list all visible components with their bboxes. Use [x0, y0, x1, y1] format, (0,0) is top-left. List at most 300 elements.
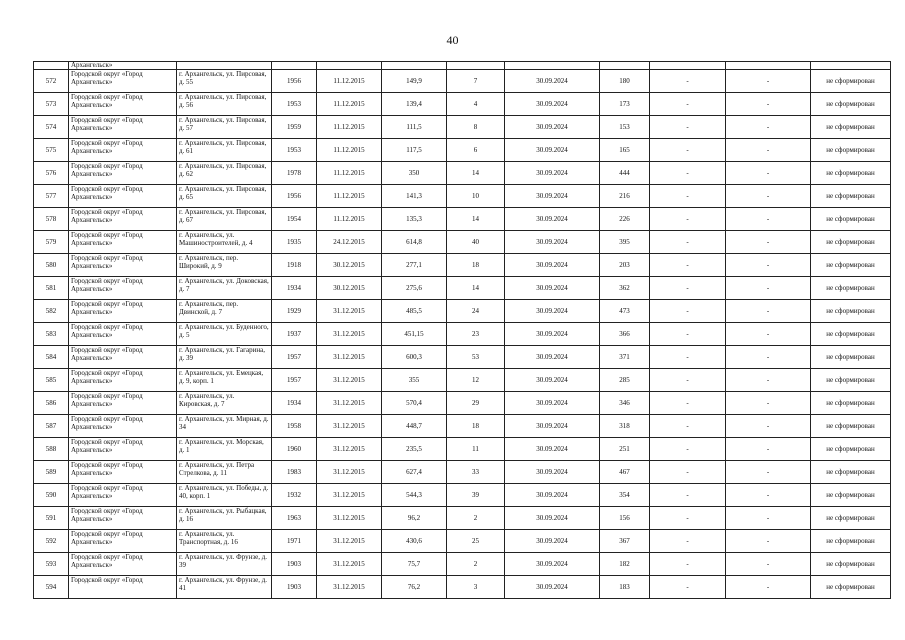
cell-address: г. Архангельск, ул. Фрунзе, д. 39	[177, 553, 272, 576]
cell-cost: 173	[600, 93, 650, 116]
cell-build-year: 1903	[272, 576, 317, 599]
cell-status: не сформирован	[811, 438, 891, 461]
cell-deadline: 30.09.2024	[505, 323, 600, 346]
cell-col-11: -	[726, 93, 811, 116]
cell-row-number: 573	[34, 93, 69, 116]
cell-row-number: 592	[34, 530, 69, 553]
cell-cost: 367	[600, 530, 650, 553]
cell-row-number: 574	[34, 116, 69, 139]
cell-municipality: Городской округ «Город Архангельск»	[69, 346, 177, 369]
table-row	[34, 438, 891, 461]
page-number: 40	[446, 33, 459, 47]
cell-address: г. Архангельск, ул. Буденного, д. 5	[177, 323, 272, 346]
cell-build-year: 1983	[272, 461, 317, 484]
cell-build-year: 1956	[272, 185, 317, 208]
cell-municipality: Городской округ «Город Архангельск»	[69, 162, 177, 185]
cell-col-11: -	[726, 438, 811, 461]
cell-recognition-date: 31.12.2015	[317, 415, 382, 438]
cell-col-11: -	[726, 484, 811, 507]
table-row-continued	[34, 62, 891, 70]
cell-address: г. Архангельск, пер. Двинской, д. 7	[177, 300, 272, 323]
cell-row-number: 582	[34, 300, 69, 323]
cell-deadline: 30.09.2024	[505, 300, 600, 323]
cell-col-11: -	[726, 208, 811, 231]
cell-col-10: -	[650, 369, 726, 392]
cell-row-number: 580	[34, 254, 69, 277]
cell-cost: 371	[600, 346, 650, 369]
cell-area: 570,4	[382, 392, 447, 415]
table-row	[34, 553, 891, 576]
cell-col-11: -	[726, 346, 811, 369]
cell-recognition-date: 31.12.2015	[317, 461, 382, 484]
cell-address: г. Архангельск, ул. Пирсовая, д. 67	[177, 208, 272, 231]
cell-build-year: 1929	[272, 300, 317, 323]
cell-municipality: Городской округ «Город Архангельск»	[69, 530, 177, 553]
cell-recognition-date: 30.12.2015	[317, 254, 382, 277]
cell-residents: 25	[447, 530, 505, 553]
cell-address: г. Архангельск, ул. Морская, д. 1	[177, 438, 272, 461]
cell-build-year: 1954	[272, 208, 317, 231]
cell-deadline: 30.09.2024	[505, 162, 600, 185]
cell-col-11: -	[726, 392, 811, 415]
table-row	[34, 323, 891, 346]
cell-col-10: -	[650, 530, 726, 553]
cell-residents: 29	[447, 392, 505, 415]
cell-col-10: -	[650, 277, 726, 300]
cell-status: не сформирован	[811, 162, 891, 185]
table-row	[34, 300, 891, 323]
cell-row-number: 583	[34, 323, 69, 346]
cell-build-year: 1956	[272, 70, 317, 93]
cell-deadline: 30.09.2024	[505, 553, 600, 576]
cell-address: г. Архангельск, ул. Емецкая, д. 9, корп. 1	[177, 369, 272, 392]
cell-deadline: 30.09.2024	[505, 185, 600, 208]
cell-build-year: 1953	[272, 139, 317, 162]
cell-recognition-date: 31.12.2015	[317, 438, 382, 461]
cell-cost: 473	[600, 300, 650, 323]
cell-residents: 7	[447, 70, 505, 93]
cell-municipality: Городской округ «Город Архангельск»	[69, 254, 177, 277]
cell-recognition-date: 11.12.2015	[317, 208, 382, 231]
cell-status: не сформирован	[811, 346, 891, 369]
table-row	[34, 116, 891, 139]
cell-municipality: Городской округ «Город Архангельск»	[69, 300, 177, 323]
cell-row-number: 575	[34, 139, 69, 162]
cell-recognition-date: 11.12.2015	[317, 93, 382, 116]
cell-cost: 395	[600, 231, 650, 254]
cell-municipality: Городской округ «Город Архангельск»	[69, 116, 177, 139]
cell-deadline: 30.09.2024	[505, 139, 600, 162]
cell-col-11: -	[726, 300, 811, 323]
cell-col-10: -	[650, 162, 726, 185]
cell-build-year: 1978	[272, 162, 317, 185]
cell-status: не сформирован	[811, 392, 891, 415]
table-row	[34, 93, 891, 116]
cell-col-10: -	[650, 116, 726, 139]
housing-register-table	[33, 61, 891, 599]
cell-col-10: -	[650, 93, 726, 116]
cell-cost: 165	[600, 139, 650, 162]
cell-col-10: -	[650, 139, 726, 162]
cell-residents: 40	[447, 231, 505, 254]
cell-deadline: 30.09.2024	[505, 254, 600, 277]
cell-cost: 203	[600, 254, 650, 277]
cell-municipality: Городской округ «Город Архангельск»	[69, 139, 177, 162]
cell-deadline: 30.09.2024	[505, 208, 600, 231]
cell-build-year: 1959	[272, 116, 317, 139]
cell-col-11: -	[726, 530, 811, 553]
cell-cost: 285	[600, 369, 650, 392]
cell-address: г. Архангельск, ул. Доковская, д. 7	[177, 277, 272, 300]
cell-build-year: 1971	[272, 530, 317, 553]
cell-residents: 39	[447, 484, 505, 507]
cell-address: г. Архангельск, ул. Рыбацкая, д. 16	[177, 507, 272, 530]
table-row	[34, 392, 891, 415]
cell-deadline: 30.09.2024	[505, 346, 600, 369]
cell-row-number: 579	[34, 231, 69, 254]
table-row	[34, 231, 891, 254]
cell-municipality: Городской округ «Город Архангельск»	[69, 461, 177, 484]
cell-residents: 23	[447, 323, 505, 346]
cell-municipality: Городской округ «Город Архангельск»	[69, 231, 177, 254]
cell-col-10: -	[650, 576, 726, 599]
cell-municipality: Городской округ «Город Архангельск»	[69, 185, 177, 208]
cell-status: не сформирован	[811, 254, 891, 277]
cell-residents: 11	[447, 438, 505, 461]
cell-residents: 14	[447, 277, 505, 300]
cell-status: не сформирован	[811, 484, 891, 507]
cell-deadline: 30.09.2024	[505, 116, 600, 139]
cell-build-year: 1937	[272, 323, 317, 346]
cell-deadline: 30.09.2024	[505, 484, 600, 507]
cell-cost: 362	[600, 277, 650, 300]
cell-deadline: 30.09.2024	[505, 415, 600, 438]
cell-address: г. Архангельск, ул. Пирсовая, д. 65	[177, 185, 272, 208]
cell-col-10: -	[650, 70, 726, 93]
cell-municipality: Городской округ «Город Архангельск»	[69, 208, 177, 231]
table-row	[34, 139, 891, 162]
cell-address: г. Архангельск, ул. Пирсовая, д. 57	[177, 116, 272, 139]
cell-recognition-date: 31.12.2015	[317, 530, 382, 553]
cell-status: не сформирован	[811, 300, 891, 323]
continued-cell: Архангельск»	[69, 62, 177, 70]
cell-residents: 8	[447, 116, 505, 139]
cell-col-10: -	[650, 208, 726, 231]
cell-address: г. Архангельск, пер. Широкий, д. 9	[177, 254, 272, 277]
cell-recognition-date: 31.12.2015	[317, 323, 382, 346]
cell-status: не сформирован	[811, 461, 891, 484]
cell-row-number: 588	[34, 438, 69, 461]
cell-residents: 12	[447, 369, 505, 392]
cell-residents: 2	[447, 553, 505, 576]
cell-status: не сформирован	[811, 415, 891, 438]
cell-status: не сформирован	[811, 507, 891, 530]
cell-municipality: Городской округ «Город Архангельск»	[69, 277, 177, 300]
cell-status: не сформирован	[811, 553, 891, 576]
cell-row-number: 576	[34, 162, 69, 185]
cell-row-number: 593	[34, 553, 69, 576]
cell-area: 277,1	[382, 254, 447, 277]
cell-recognition-date: 11.12.2015	[317, 70, 382, 93]
cell-deadline: 30.09.2024	[505, 530, 600, 553]
cell-col-11: -	[726, 162, 811, 185]
cell-col-11: -	[726, 323, 811, 346]
cell-municipality: Городской округ «Город Архангельск»	[69, 369, 177, 392]
table-row	[34, 185, 891, 208]
cell-municipality: Городской округ «Город Архангельск»	[69, 392, 177, 415]
cell-recognition-date: 31.12.2015	[317, 507, 382, 530]
cell-row-number: 594	[34, 576, 69, 599]
cell-recognition-date: 31.12.2015	[317, 576, 382, 599]
cell-recognition-date: 31.12.2015	[317, 392, 382, 415]
cell-address: г. Архангельск, ул. Пирсовая, д. 61	[177, 139, 272, 162]
cell-build-year: 1932	[272, 484, 317, 507]
cell-col-10: -	[650, 346, 726, 369]
cell-col-11: -	[726, 70, 811, 93]
cell-area: 76,2	[382, 576, 447, 599]
table-row	[34, 369, 891, 392]
cell-residents: 18	[447, 254, 505, 277]
cell-col-11: -	[726, 576, 811, 599]
cell-recognition-date: 31.12.2015	[317, 300, 382, 323]
table-row	[34, 415, 891, 438]
table-body	[34, 62, 891, 599]
cell-build-year: 1963	[272, 507, 317, 530]
cell-row-number: 590	[34, 484, 69, 507]
cell-cost: 182	[600, 553, 650, 576]
cell-col-11: -	[726, 139, 811, 162]
cell-build-year: 1960	[272, 438, 317, 461]
cell-build-year: 1934	[272, 277, 317, 300]
cell-status: не сформирован	[811, 185, 891, 208]
cell-area: 451,15	[382, 323, 447, 346]
table-row	[34, 461, 891, 484]
cell-col-11: -	[726, 231, 811, 254]
cell-area: 96,2	[382, 507, 447, 530]
cell-recognition-date: 11.12.2015	[317, 139, 382, 162]
cell-area: 117,5	[382, 139, 447, 162]
cell-build-year: 1957	[272, 369, 317, 392]
cell-residents: 18	[447, 415, 505, 438]
cell-recognition-date: 11.12.2015	[317, 185, 382, 208]
cell-row-number: 587	[34, 415, 69, 438]
table-row	[34, 346, 891, 369]
cell-area: 614,8	[382, 231, 447, 254]
cell-status: не сформирован	[811, 323, 891, 346]
cell-cost: 226	[600, 208, 650, 231]
cell-deadline: 30.09.2024	[505, 507, 600, 530]
cell-address: г. Архангельск, ул. Фрунзе, д. 41	[177, 576, 272, 599]
cell-build-year: 1958	[272, 415, 317, 438]
cell-address: г. Архангельск, ул. Пирсовая, д. 62	[177, 162, 272, 185]
cell-deadline: 30.09.2024	[505, 392, 600, 415]
cell-cost: 467	[600, 461, 650, 484]
cell-municipality: Городской округ «Город Архангельск»	[69, 415, 177, 438]
cell-col-11: -	[726, 461, 811, 484]
cell-status: не сформирован	[811, 231, 891, 254]
cell-residents: 14	[447, 208, 505, 231]
cell-cost: 156	[600, 507, 650, 530]
cell-municipality: Городской округ «Город Архангельск»	[69, 484, 177, 507]
cell-deadline: 30.09.2024	[505, 231, 600, 254]
cell-municipality: Городской округ «Город Архангельск»	[69, 93, 177, 116]
cell-residents: 53	[447, 346, 505, 369]
cell-col-11: -	[726, 116, 811, 139]
cell-area: 111,5	[382, 116, 447, 139]
cell-build-year: 1935	[272, 231, 317, 254]
cell-cost: 183	[600, 576, 650, 599]
cell-row-number: 581	[34, 277, 69, 300]
cell-recognition-date: 31.12.2015	[317, 553, 382, 576]
cell-recognition-date: 30.12.2015	[317, 277, 382, 300]
cell-cost: 318	[600, 415, 650, 438]
cell-residents: 10	[447, 185, 505, 208]
cell-row-number: 577	[34, 185, 69, 208]
cell-col-10: -	[650, 438, 726, 461]
table-row	[34, 530, 891, 553]
cell-build-year: 1953	[272, 93, 317, 116]
cell-status: не сформирован	[811, 93, 891, 116]
cell-col-10: -	[650, 553, 726, 576]
cell-municipality: Городской округ «Город	[69, 576, 177, 599]
cell-status: не сформирован	[811, 576, 891, 599]
cell-address: г. Архангельск, ул. Мирная, д. 34	[177, 415, 272, 438]
cell-municipality: Городской округ «Город Архангельск»	[69, 553, 177, 576]
table-row	[34, 70, 891, 93]
cell-residents: 6	[447, 139, 505, 162]
cell-recognition-date: 11.12.2015	[317, 116, 382, 139]
cell-build-year: 1957	[272, 346, 317, 369]
cell-deadline: 30.09.2024	[505, 369, 600, 392]
cell-area: 135,3	[382, 208, 447, 231]
cell-address: г. Архангельск, ул. Пирсовая, д. 55	[177, 70, 272, 93]
cell-deadline: 30.09.2024	[505, 93, 600, 116]
table-row	[34, 484, 891, 507]
cell-recognition-date: 31.12.2015	[317, 346, 382, 369]
cell-col-10: -	[650, 507, 726, 530]
cell-area: 75,7	[382, 553, 447, 576]
cell-row-number: 572	[34, 70, 69, 93]
cell-cost: 366	[600, 323, 650, 346]
cell-deadline: 30.09.2024	[505, 438, 600, 461]
cell-cost: 180	[600, 70, 650, 93]
cell-row-number: 584	[34, 346, 69, 369]
cell-municipality: Городской округ «Город Архангельск»	[69, 438, 177, 461]
cell-residents: 4	[447, 93, 505, 116]
table-row	[34, 576, 891, 599]
cell-municipality: Городской округ «Город Архангельск»	[69, 323, 177, 346]
cell-area: 141,3	[382, 185, 447, 208]
cell-row-number: 589	[34, 461, 69, 484]
cell-row-number: 578	[34, 208, 69, 231]
cell-row-number: 586	[34, 392, 69, 415]
cell-status: не сформирован	[811, 70, 891, 93]
cell-col-11: -	[726, 277, 811, 300]
cell-col-11: -	[726, 553, 811, 576]
cell-residents: 24	[447, 300, 505, 323]
cell-col-10: -	[650, 415, 726, 438]
cell-area: 430,6	[382, 530, 447, 553]
cell-address: г. Архангельск, ул. Кировская, д. 7	[177, 392, 272, 415]
cell-residents: 3	[447, 576, 505, 599]
cell-area: 485,5	[382, 300, 447, 323]
cell-municipality: Городской округ «Город Архангельск»	[69, 507, 177, 530]
table-row	[34, 208, 891, 231]
cell-col-11: -	[726, 415, 811, 438]
cell-col-11: -	[726, 185, 811, 208]
cell-deadline: 30.09.2024	[505, 576, 600, 599]
cell-col-10: -	[650, 461, 726, 484]
table-row	[34, 277, 891, 300]
cell-area: 275,6	[382, 277, 447, 300]
cell-status: не сформирован	[811, 530, 891, 553]
cell-area: 139,4	[382, 93, 447, 116]
cell-cost: 346	[600, 392, 650, 415]
table-row	[34, 162, 891, 185]
table-row	[34, 254, 891, 277]
cell-recognition-date: 24.12.2015	[317, 231, 382, 254]
cell-cost: 153	[600, 116, 650, 139]
cell-cost: 444	[600, 162, 650, 185]
cell-col-11: -	[726, 254, 811, 277]
cell-residents: 2	[447, 507, 505, 530]
cell-col-11: -	[726, 507, 811, 530]
cell-residents: 33	[447, 461, 505, 484]
cell-deadline: 30.09.2024	[505, 461, 600, 484]
cell-cost: 251	[600, 438, 650, 461]
cell-col-11: -	[726, 369, 811, 392]
cell-cost: 354	[600, 484, 650, 507]
cell-municipality: Городской округ «Город Архангельск»	[69, 70, 177, 93]
cell-address: г. Архангельск, ул. Пирсовая, д. 56	[177, 93, 272, 116]
cell-area: 448,7	[382, 415, 447, 438]
cell-build-year: 1934	[272, 392, 317, 415]
cell-address: г. Архангельск, ул. Гагарина, д. 39	[177, 346, 272, 369]
cell-residents: 14	[447, 162, 505, 185]
cell-address: г. Архангельск, ул. Машиностроителей, д. 4	[177, 231, 272, 254]
table-row	[34, 507, 891, 530]
cell-area: 600,3	[382, 346, 447, 369]
cell-build-year: 1903	[272, 553, 317, 576]
cell-cost: 216	[600, 185, 650, 208]
cell-address: г. Архангельск, ул. Транспортная, д. 16	[177, 530, 272, 553]
cell-area: 627,4	[382, 461, 447, 484]
cell-col-10: -	[650, 484, 726, 507]
cell-status: не сформирован	[811, 116, 891, 139]
cell-deadline: 30.09.2024	[505, 277, 600, 300]
cell-area: 544,3	[382, 484, 447, 507]
cell-status: не сформирован	[811, 277, 891, 300]
cell-col-10: -	[650, 323, 726, 346]
cell-build-year: 1918	[272, 254, 317, 277]
cell-area: 350	[382, 162, 447, 185]
cell-status: не сформирован	[811, 369, 891, 392]
cell-status: не сформирован	[811, 208, 891, 231]
cell-row-number: 585	[34, 369, 69, 392]
cell-area: 355	[382, 369, 447, 392]
cell-row-number: 591	[34, 507, 69, 530]
cell-recognition-date: 31.12.2015	[317, 484, 382, 507]
cell-col-10: -	[650, 231, 726, 254]
cell-recognition-date: 31.12.2015	[317, 369, 382, 392]
cell-col-10: -	[650, 185, 726, 208]
cell-col-10: -	[650, 300, 726, 323]
cell-status: не сформирован	[811, 139, 891, 162]
cell-area: 235,5	[382, 438, 447, 461]
cell-recognition-date: 11.12.2015	[317, 162, 382, 185]
cell-address: г. Архангельск, ул. Петра Стрелкова, д. 11	[177, 461, 272, 484]
cell-deadline: 30.09.2024	[505, 70, 600, 93]
